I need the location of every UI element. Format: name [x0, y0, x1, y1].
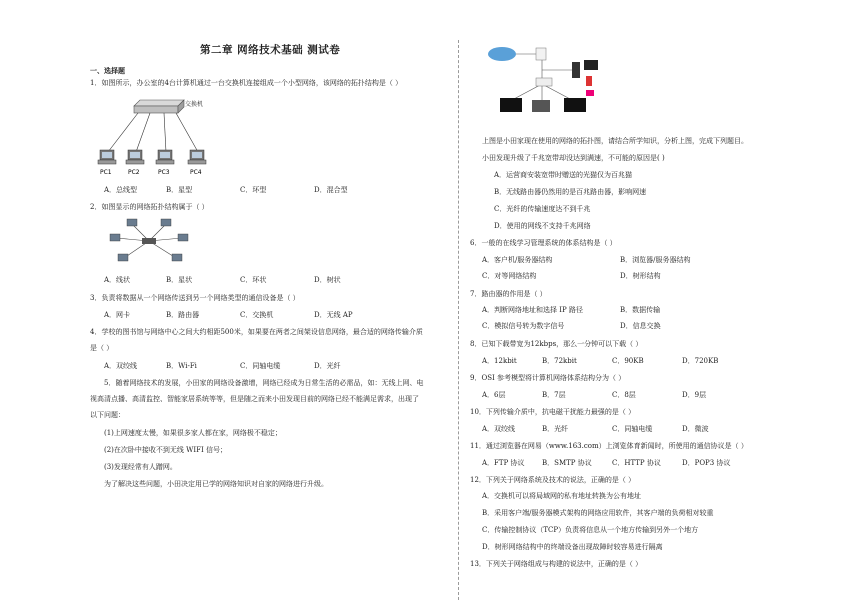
- q9-stem: 9．OSI 参考模型将计算机网络体系结构分为（ ）: [470, 374, 626, 382]
- q8-option-b: B．72kbit: [542, 357, 577, 365]
- q4-option-b: B．Wi-Fi: [166, 362, 197, 370]
- q2-option-c: C．环状: [240, 276, 267, 284]
- pc4-icon: [188, 150, 206, 164]
- pc-icon: [110, 234, 120, 241]
- q8-option-c: C．90KB: [612, 357, 644, 365]
- pc-icon: [178, 234, 188, 241]
- q7-option-b: B．数据传输: [620, 306, 661, 314]
- q1-option-c: C．环型: [240, 186, 267, 194]
- q3-stem: 3．负责将数据从一个网络传送到另一个网络类型的通信设备是（ ）: [90, 294, 300, 302]
- q8-option-d: D．720KB: [682, 357, 719, 365]
- q5b-intro: 上图是小田家现在使用的网络的拓扑图，请结合所学知识，分析上图，完成下列题目。: [482, 137, 748, 145]
- q5b-option-c: C．光纤的传输速度达不到千兆: [494, 205, 591, 213]
- home-network-figure: [482, 40, 612, 122]
- pc2-icon: [126, 150, 144, 164]
- q4-option-c: C．同轴电缆: [240, 362, 281, 370]
- device-icon: [586, 90, 594, 96]
- q9-option-d: D．9层: [682, 391, 707, 399]
- q2-stem: 2．如图显示的网络拓扑结构属于（ ）: [90, 203, 209, 211]
- q7-stem: 7．路由器的作用是（ ）: [470, 290, 547, 298]
- q6-option-c: C．对等网络结构: [482, 272, 537, 280]
- modem-icon: [536, 48, 546, 60]
- q10-option-c: C．同轴电缆: [612, 425, 653, 433]
- q1-stem: 1．如图所示，办公室的4台计算机通过一台交换机连接组成一个小型网络，该网络的拓扑结构是（ ）: [90, 79, 403, 87]
- q13-stem: 13．下列关于网络组成与构建的说法中，正确的是（ ）: [470, 560, 643, 568]
- q6-option-b: B．浏览器/服务器结构: [620, 256, 691, 264]
- q12-option-a: A．交换机可以将局域网的私有地址转换为公有地址: [482, 492, 642, 500]
- q5-issue-3: (3)发现经常有人蹭网。: [104, 463, 177, 471]
- switch-icon: [134, 100, 184, 113]
- q12-option-b: B．采用客户端/服务器模式架构的网络应用软件，其客户端的负荷相对较重: [482, 509, 714, 517]
- tv-icon: [500, 98, 522, 112]
- pc1-label: PC1: [100, 169, 112, 176]
- q2-figure: [104, 216, 194, 266]
- q5b-option-a: A．运营商安装宽带时赠送的光猫仅为百兆猫: [494, 171, 633, 179]
- q5-para-line4: 为了解决这些问题，小田决定用已学的网络知识对自家的网络进行升级。: [104, 480, 328, 488]
- q2-option-b: B．星状: [166, 276, 193, 284]
- monitor-icon: [584, 60, 598, 70]
- q6-option-a: A．客户机/服务器结构: [482, 256, 553, 264]
- q11-option-c: C．HTTP 协议: [612, 459, 661, 467]
- pc-icon: [172, 254, 182, 261]
- q5b-sub-question: 小田发现升级了千兆宽带却没达到满速，不可能的原因是( ): [482, 154, 665, 162]
- q3-option-c: C．交换机: [240, 311, 274, 319]
- q9-option-b: B．7层: [542, 391, 566, 399]
- q7-option-a: A．判断网络地址和选择 IP 路径: [482, 306, 583, 314]
- q1-figure: [94, 94, 254, 178]
- q7-option-c: C．模拟信号转为数字信号: [482, 322, 565, 330]
- pc3-label: PC3: [158, 169, 170, 176]
- pc-tower-icon: [572, 62, 580, 78]
- q5b-option-d: D．使用的网线不支持千兆网络: [494, 222, 591, 230]
- q9-option-a: A．6层: [482, 391, 506, 399]
- q5b-option-b: B．无线路由器仍然用的是百兆路由器，影响网速: [494, 188, 647, 196]
- q7-option-d: D．信息交换: [620, 322, 661, 330]
- q6-option-d: D．树形结构: [620, 272, 661, 280]
- q6-stem: 6．一般的在线学习管理系统的体系结构是（ ）: [470, 239, 617, 247]
- tv-icon: [564, 98, 586, 112]
- section-heading: 一、选择题: [90, 66, 125, 75]
- q3-option-b: B．路由器: [166, 311, 200, 319]
- q4-option-a: A．双绞线: [104, 362, 138, 370]
- q11-option-d: D．POP3 协议: [682, 459, 731, 467]
- column-divider: [458, 40, 459, 600]
- q9-option-c: C．8层: [612, 391, 636, 399]
- q10-option-d: D．微波: [682, 425, 709, 433]
- q4-stem-line2: 是（ ）: [90, 344, 114, 352]
- q11-stem: 11．通过浏览器在网易（www.163.com）上浏览体育新闻时，所使用的通信协议是（ ）: [470, 442, 748, 450]
- q5-para-line3: 以下问题：: [90, 411, 125, 419]
- camera-icon: [532, 100, 550, 112]
- q2-option-a: A．线状: [104, 276, 131, 284]
- q1-option-a: A．总线型: [104, 186, 138, 194]
- router-icon: [536, 78, 552, 86]
- q10-option-b: B．光纤: [542, 425, 569, 433]
- q4-option-d: D．光纤: [314, 362, 341, 370]
- q8-option-a: A．12kbit: [482, 357, 517, 365]
- q11-option-a: A．FTP 协议: [482, 459, 525, 467]
- phone-icon: [586, 76, 592, 86]
- q4-stem-line1: 4．学校的图书馆与网络中心之间大约相距500米，如果要在两者之间架设信息网络，最合适的网络传输介质: [90, 328, 423, 336]
- q8-stem: 8．已知下载带宽为12kbps，那么一分钟可以下载（ ）: [470, 340, 643, 348]
- pc3-icon: [156, 150, 174, 164]
- pc-icon: [118, 254, 128, 261]
- q12-option-c: C．传输控制协议（TCP）负责将信息从一个地方传输到另外一个地方: [482, 526, 699, 534]
- q11-option-b: B．SMTP 协议: [542, 459, 592, 467]
- q12-stem: 12．下列关于网络系统及技术的说法，正确的是（ ）: [470, 476, 636, 484]
- q1-option-d: D．混合型: [314, 186, 348, 194]
- cloud-icon: [488, 47, 516, 61]
- switch-label: 交换机: [185, 101, 204, 108]
- q1-option-b: B．星型: [166, 186, 193, 194]
- pc-icon: [127, 219, 137, 226]
- q12-option-d: D．树形网络结构中的终端设备出现故障时较容易进行隔离: [482, 543, 663, 551]
- q5-issue-1: (1)上网速度太慢，如果很多家人都在家，网络极不稳定；: [104, 429, 282, 437]
- q3-option-d: D．无线 AP: [314, 311, 353, 319]
- pc2-label: PC2: [128, 169, 140, 176]
- q5-issue-2: (2)在次卧中接收不到无线 WIFI 信号；: [104, 446, 227, 454]
- page-title: 第二章 网络技术基础 测试卷: [200, 44, 341, 56]
- q2-option-d: D．树状: [314, 276, 341, 284]
- q10-stem: 10．下列传输介质中，抗电磁干扰能力最强的是（ ）: [470, 408, 636, 416]
- q5-para-line2: 视高清点播、高清监控、智能家居系统等等，但是随之而来小田发现目前的网络已经不能满足需求，出现了: [90, 395, 419, 403]
- q5-para-line1: 5．随着网络技术的发展，小田家的网络设备激增，网络已经成为日常生活的必需品，如：无线上网、电: [104, 379, 424, 387]
- hub-icon: [142, 238, 156, 244]
- pc-icon: [161, 219, 171, 226]
- q10-option-a: A．双绞线: [482, 425, 516, 433]
- pc1-icon: [98, 150, 116, 164]
- q3-option-a: A．网卡: [104, 311, 131, 319]
- pc4-label: PC4: [190, 169, 202, 176]
